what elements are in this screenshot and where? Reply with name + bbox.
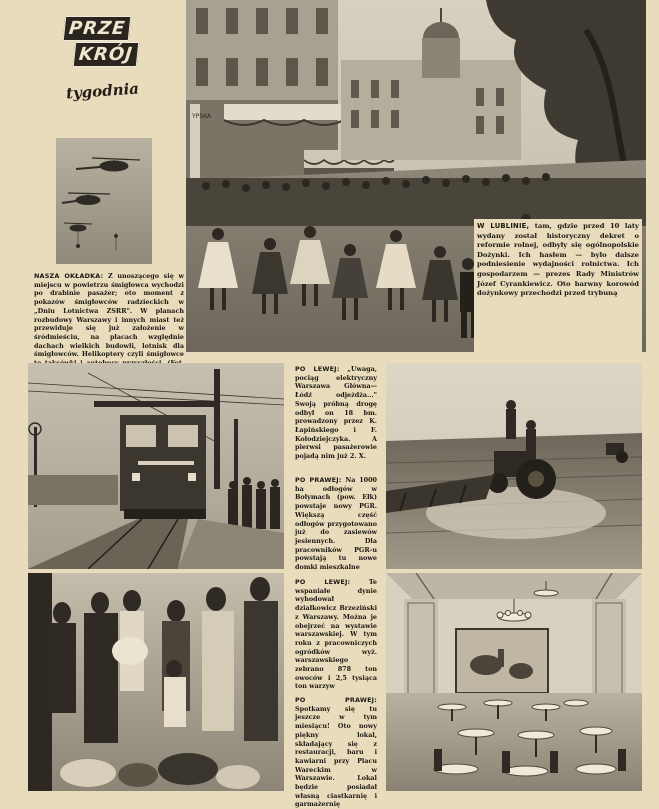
pgr-caption-lead: PO PRAWEJ: — [295, 476, 342, 484]
lublin-caption-text: tam, gdzie przed 10 laty wydany został historyczny dekret o reformie rolnej, odbyły się ogólnopolskie Dożynki. Ich hasłem — było dalsze podniesienie wydajności rolnictwa. Ich gospodarzem — prezes Rady Ministrów Józef Cyrankiewicz. Oto barwny korowód dożynkowy przechodzi przed trybuną — [477, 222, 639, 298]
cover-caption-text: Z unoszącego się w miejscu w powietrzu śmigłowca wychodzi po drabinie pasażer; oto moment z pokazów śmigłowców radzieckich w „Dniu Lotnictwa ZSRR". W planach rozbudowy Warszawy i innych miast też przewiduje się już założenie w śródmieściu, na placach względnie dachach wielkich budowli, lotnisk dla śmigłowców. Helikoptery czyli śmigłowce — [34, 272, 184, 359]
lublin-caption-box — [477, 222, 639, 362]
cover-caption — [34, 272, 184, 359]
cafe-interior-photo — [386, 573, 642, 791]
garden-caption — [295, 578, 377, 694]
masthead — [64, 12, 146, 74]
train-caption-lead: PO LEWEJ: — [295, 365, 340, 373]
pgr-caption — [295, 476, 377, 572]
helicopter-photo — [56, 138, 152, 264]
train-caption — [295, 365, 377, 473]
pumpkins-photo — [28, 573, 284, 791]
lublin-caption — [477, 222, 639, 299]
ploughing-photo — [386, 363, 642, 569]
lublin-caption-lead: W LUBLINIE, — [477, 222, 530, 230]
cover-caption-lead: NASZA OKŁADKA: — [34, 272, 104, 280]
masthead-subtitle: tygodnia — [65, 79, 140, 103]
train-caption-text: „Uwaga, pociąg elektryczny Warszawa Główna—Łódź odjeżdża..." Swoją próbną drogę odbył on 18 bm. prowadzony przez K. Łapińskiego i F. Kołodziejczyka. A pierwsi pasażerowie pojadą nim już 2. X. — [295, 365, 377, 461]
garden-caption-text: Te wspaniałe dynie wyhodował działkowicz Brzeziński z Warszawy. Można je obejrzeć na wystawie warszawskiej. W tym roku z pracowniczych ogródków wyż. warszawskiego zebrano 878 ton owoców i 2,5 tysiąca ton warzyw — [295, 578, 377, 691]
cafe-caption — [295, 696, 377, 809]
masthead-word-2: KRÓJ — [73, 42, 139, 67]
photo-vertical-sign: YPSKA — [192, 113, 212, 120]
electric-train-photo — [28, 363, 284, 569]
masthead-word-1: PRZE — [63, 16, 132, 41]
cafe-caption-text: Spotkamy się tu jeszcze w tym miesiącu! Oto nowy piękny lokal, składający się z restauracji, baru i kawiarni przy Placu Wareckim w Warszawie. Lokal będzie posiadał własną ciastkarnię i garmażernię — [295, 704, 377, 809]
cafe-caption-lead: PO PRAWEJ: — [295, 696, 377, 704]
pgr-caption-text: Na 1000 ha odłogów w Bołymach (pow. Ełk) powstaje nowy PGR. Większą część odłogów przygotowano już do zasiewów jesiennych. Dla pracowników PGR-u powstają tu nowe domki mieszkalne — [295, 476, 377, 572]
garden-caption-lead: PO LEWEJ: — [295, 578, 351, 586]
